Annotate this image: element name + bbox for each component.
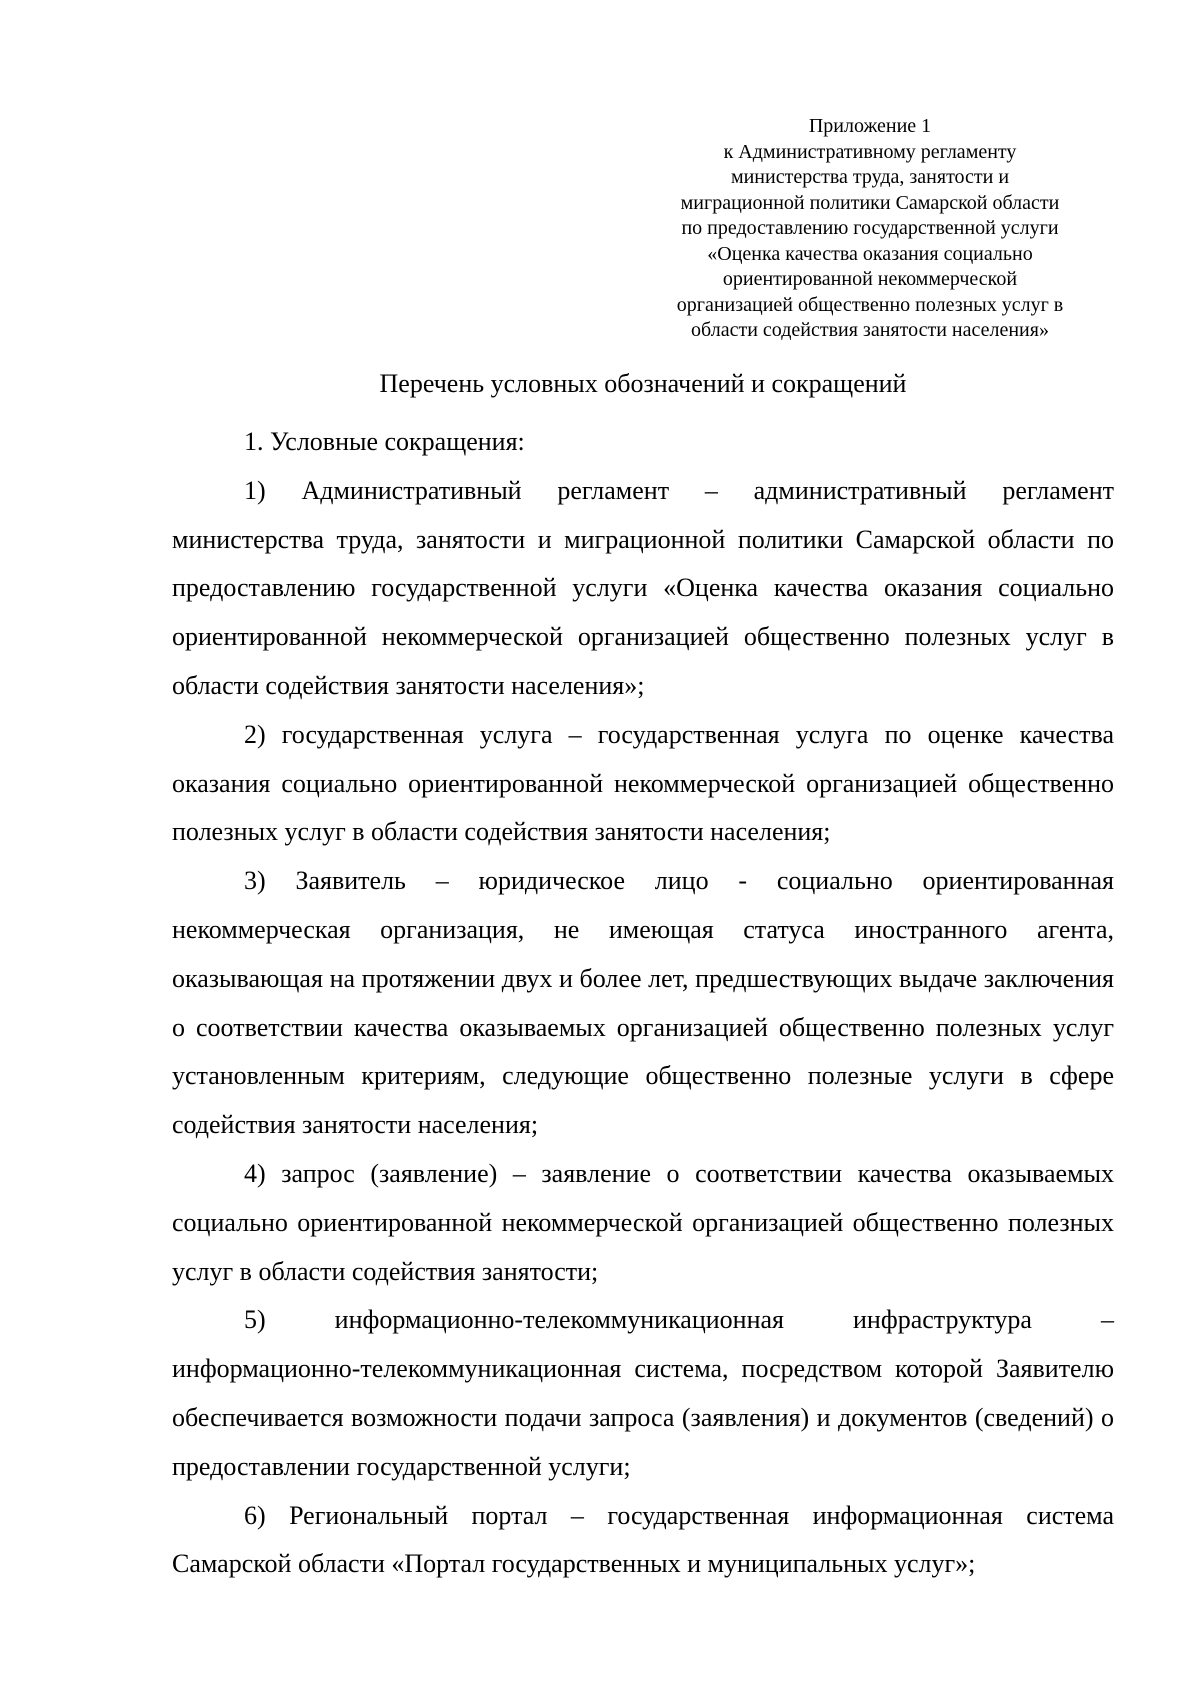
- list-item: 3) Заявитель – юридическое лицо - социально ориентированная некоммерческая организация, не имеющая статуса иностранного агента, оказывающая на протяжении двух и более лет, предшествующих выдаче заключения о соответствии качества оказываемых организацией общественно полезных услуг установленным критериям, следующие общественно полезные услуги в сфере содействия занятости населения;: [172, 866, 1114, 1140]
- list-item: 1) Административный регламент – административный регламент министерства труда, занятости и миграционной политики Самарской области по предоставлению государственной услуги «Оценка качества оказания социально ориентированной некоммерческой организацией общественно полезных услуг в области содействия занятости населения»;: [172, 475, 1114, 700]
- document-body: [172, 418, 1114, 1589]
- list-item: 4) запрос (заявление) – заявление о соответствии качества оказываемых социально ориентированной некоммерческой организацией общественно полезных услуг в области содействия занятости;: [172, 1158, 1114, 1286]
- document-title: Перечень условных обозначений и сокращений: [379, 369, 907, 398]
- appendix-header: [640, 114, 1100, 344]
- appendix-line: миграционной политики Самарской области: [680, 191, 1060, 214]
- list-item: 5) информационно-телекоммуникационная инфраструктура – информационно-телекоммуникационная система, посредством которой Заявителю обеспечивается возможности подачи запроса (заявления) и документов (сведений) о предоставлении государственной услуги;: [172, 1305, 1114, 1481]
- appendix-line: области содействия занятости населения»: [691, 319, 1049, 341]
- list-item: 6) Региональный портал – государственная информационная система Самарской области «Портал государственных и муниципальных услуг»;: [172, 1500, 1114, 1579]
- appendix-line: Приложение 1: [808, 115, 932, 137]
- appendix-line: к Административному регламенту: [723, 140, 1017, 163]
- appendix-line: организацией общественно полезных услуг в: [676, 293, 1064, 316]
- appendix-line: ориентированной некоммерческой: [722, 268, 1018, 290]
- appendix-line: по предоставлению государственной услуги: [681, 217, 1059, 239]
- list-item: 2) государственная услуга – государственная услуга по оценке качества оказания социально ориентированной некоммерческой организацией общественно полезных услуг в области содействия занятости населения;: [172, 719, 1114, 847]
- appendix-line: министерства труда, занятости и: [730, 166, 1010, 188]
- section-heading: 1. Условные сокращения:: [244, 427, 525, 456]
- appendix-line: «Оценка качества оказания социально: [707, 242, 1033, 265]
